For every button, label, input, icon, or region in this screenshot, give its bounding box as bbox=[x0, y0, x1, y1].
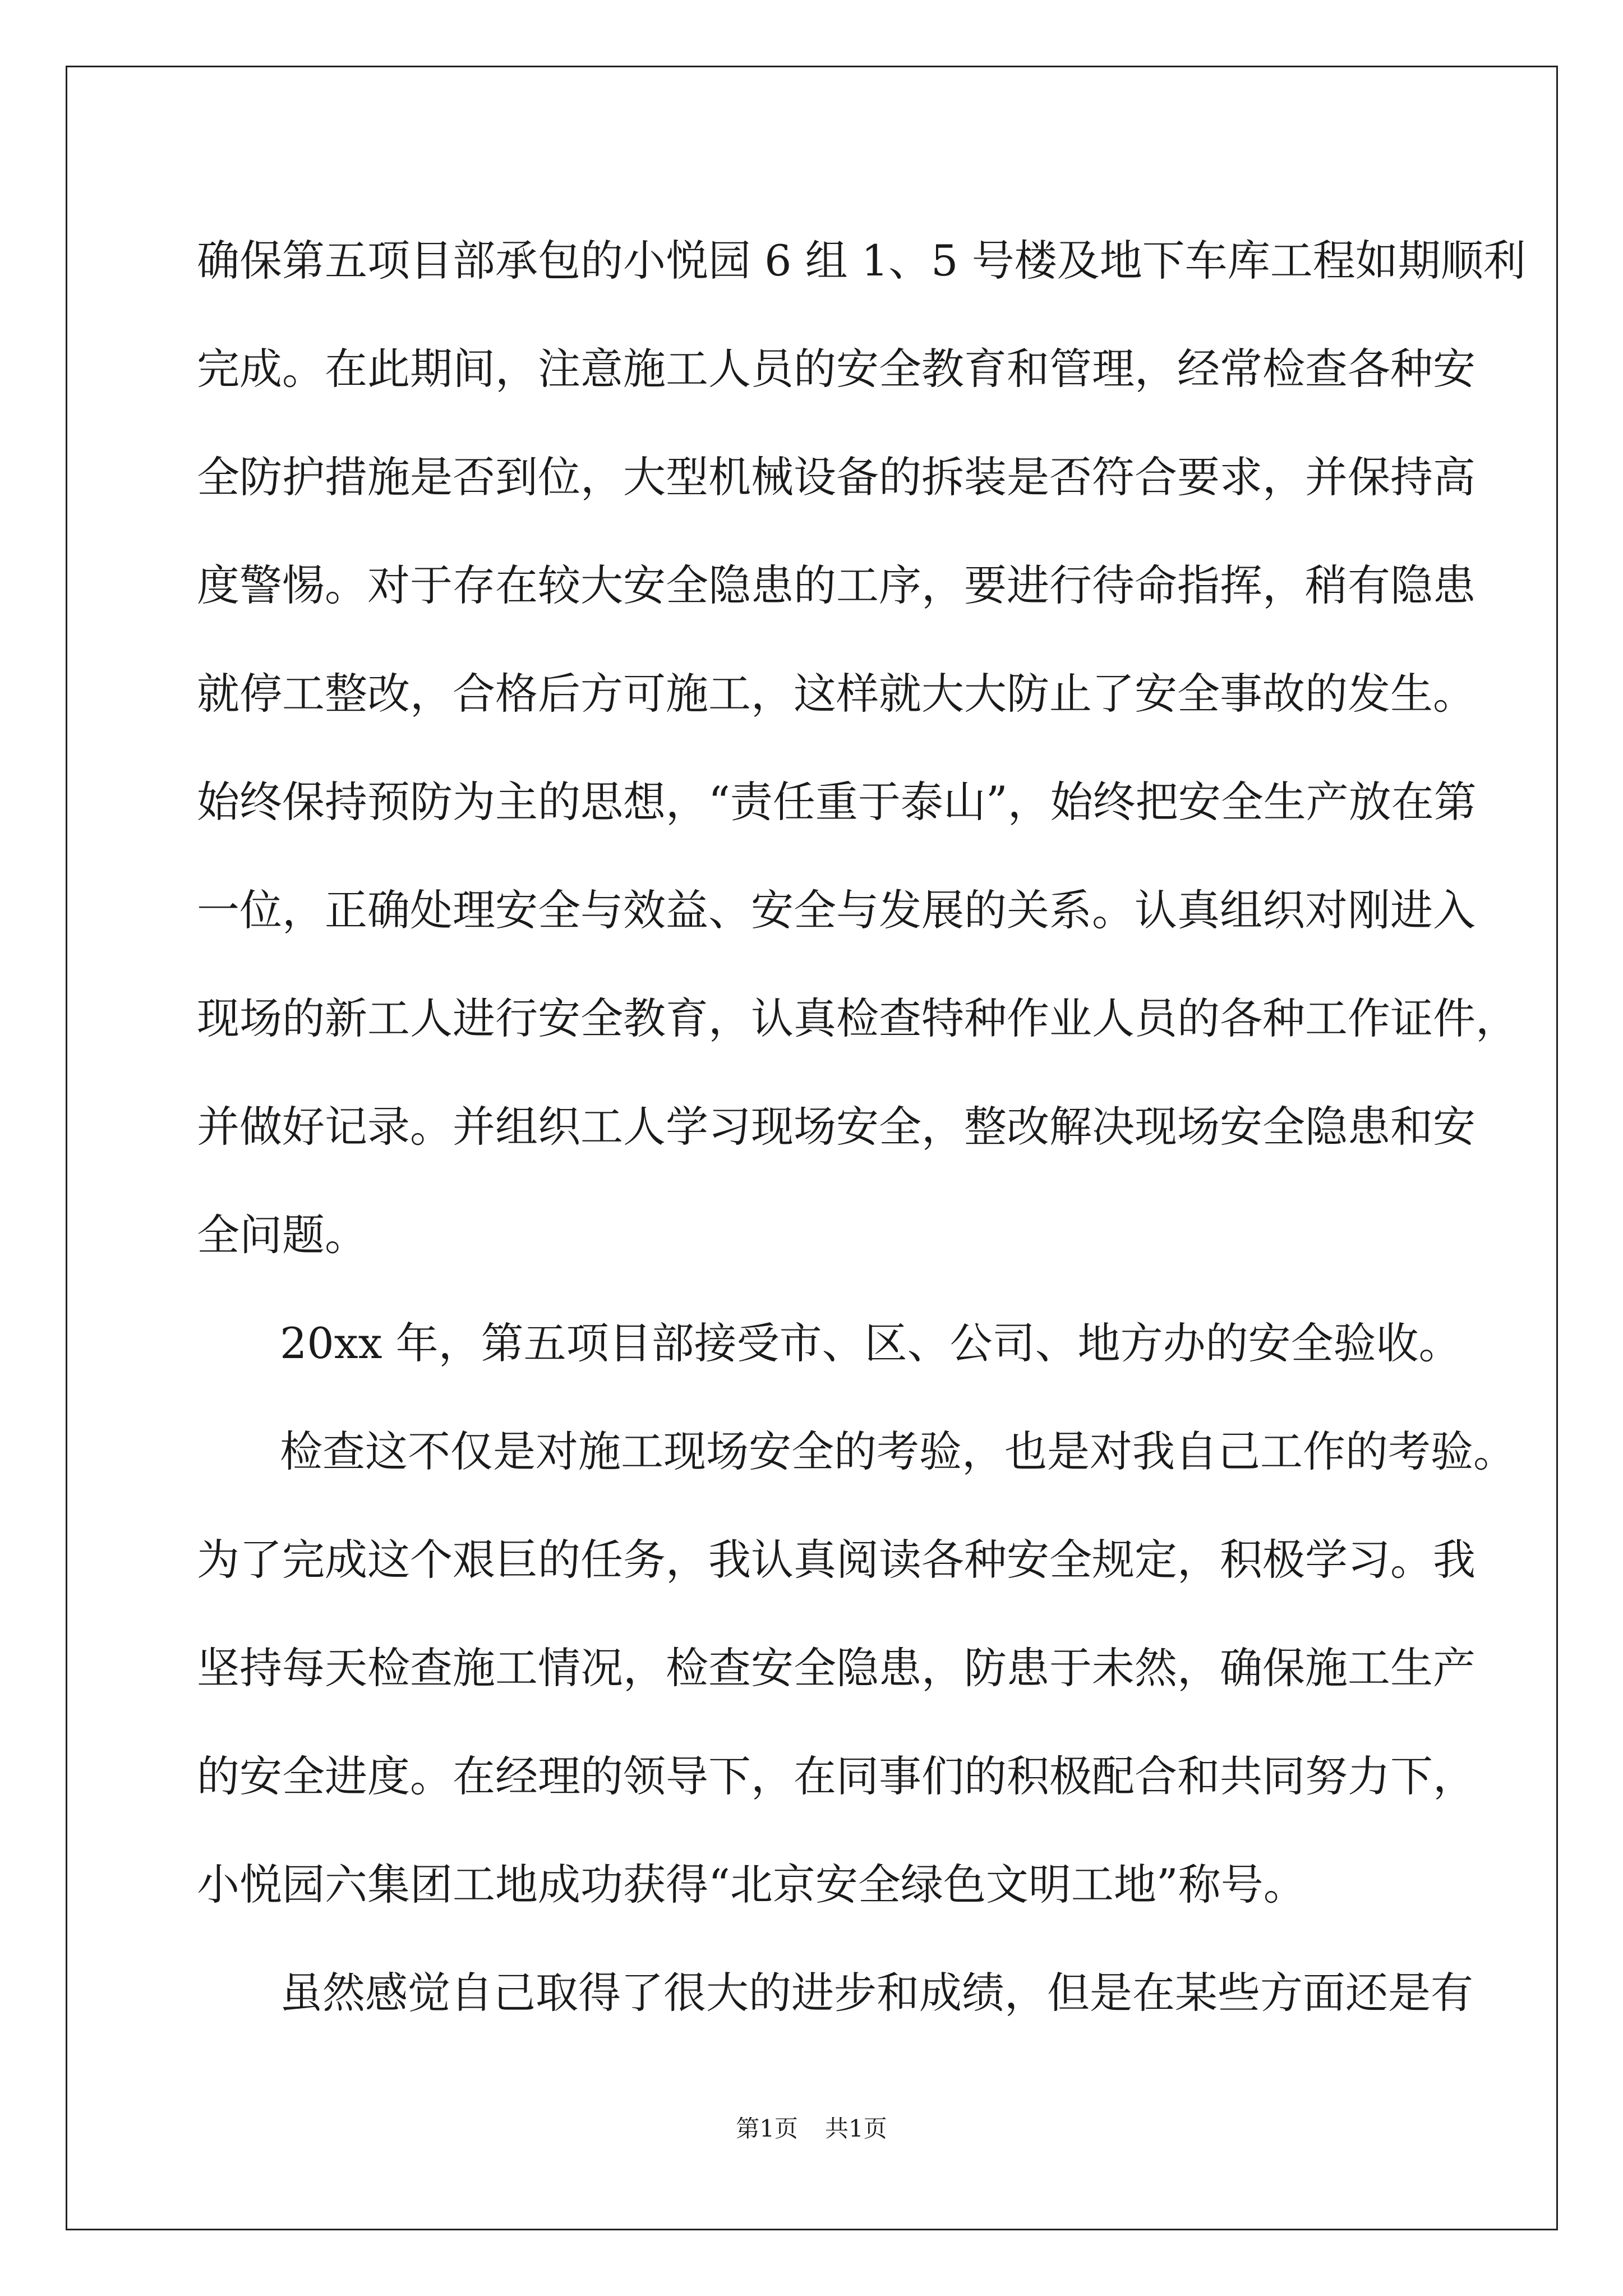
page-number: 第1页 bbox=[736, 2115, 798, 2142]
text-line: 小悦园六集团工地成功获得“北京安全绿色文明工地”称号。 bbox=[197, 1860, 1306, 1910]
text-line: 全问题。 bbox=[197, 1210, 367, 1260]
text-line: 始终保持预防为主的思想，“责任重于泰山”，始终把安全生产放在第 bbox=[197, 777, 1477, 827]
text-line: 度警惕。对于存在较大安全隐患的工序，要进行待命指挥，稍有隐患 bbox=[197, 560, 1476, 610]
text-line: 的安全进度。在经理的领导下，在同事们的积极配合和共同努力下， bbox=[197, 1751, 1476, 1801]
text-line: 现场的新工人进行安全教育，认真检查特种作业人员的各种工作证件， bbox=[197, 993, 1518, 1043]
text-line: 并做好记录。并组织工人学习现场安全，整改解决现场安全隐患和安 bbox=[197, 1102, 1476, 1152]
paragraph-start-line: 检查这不仅是对施工现场安全的考验，也是对我自己工作的考验。 bbox=[280, 1427, 1516, 1476]
page-footer bbox=[0, 2112, 1623, 2146]
text-line: 全防护措施是否到位，大型机械设备的拆装是否符合要求，并保持高 bbox=[197, 452, 1476, 502]
document-body bbox=[197, 206, 1526, 2047]
text-line: 为了完成这个艰巨的任务，我认真阅读各种安全规定，积极学习。我 bbox=[197, 1535, 1476, 1585]
text-line: 确保第五项目部承包的小悦园 6 组 1、5 号楼及地下车库工程如期顺利 bbox=[197, 236, 1526, 286]
paragraph-start-line: 虽然感觉自己取得了很大的进步和成绩，但是在某些方面还是有 bbox=[280, 1968, 1473, 2018]
text-line: 就停工整改，合格后方可施工，这样就大大防止了安全事故的发生。 bbox=[197, 669, 1476, 719]
paragraph-start-line: 20xx 年，第五项目部接受市、区、公司、地方办的安全验收。 bbox=[280, 1318, 1461, 1368]
text-line: 坚持每天检查施工情况，检查安全隐患，防患于未然，确保施工生产 bbox=[197, 1643, 1476, 1693]
text-line: 完成。在此期间，注意施工人员的安全教育和管理，经常检查各种安 bbox=[197, 344, 1476, 394]
text-line: 一位，正确处理安全与效益、安全与发展的关系。认真组织对刚进入 bbox=[197, 885, 1476, 935]
page-total: 共1页 bbox=[825, 2115, 887, 2142]
